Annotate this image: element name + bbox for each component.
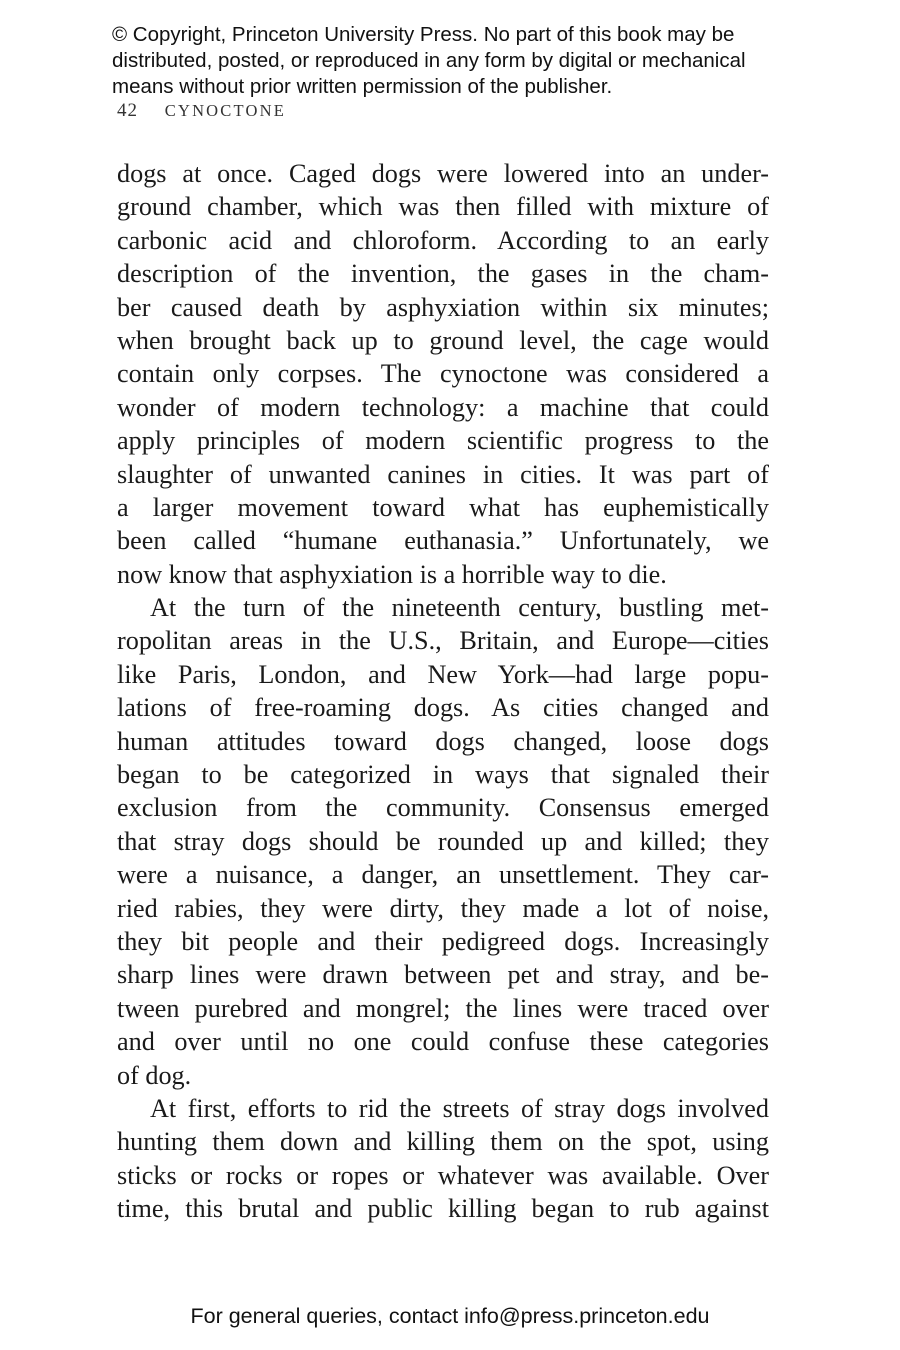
text-line: a larger movement toward what has euphemistically xyxy=(117,492,769,522)
text-line: At the turn of the nineteenth century, bustling met- xyxy=(150,593,769,623)
text-line: been called “humane euthanasia.” Unfortunately, we xyxy=(117,526,769,556)
text-line: sticks or rocks or ropes or whatever was available. Over xyxy=(117,1160,769,1190)
footer-contact: For general queries, contact info@press.princeton.edu xyxy=(190,1304,710,1328)
text-line: were a nuisance, a danger, an unsettlement. They car- xyxy=(117,860,769,890)
text-line: like Paris, London, and New York—had large popu- xyxy=(117,659,769,689)
text-line: time, this brutal and public killing began to rub against xyxy=(117,1194,769,1224)
text-line: exclusion from the community. Consensus emerged xyxy=(117,793,769,823)
copyright-notice xyxy=(112,22,812,100)
text-line: human attitudes toward dogs changed, loose dogs xyxy=(117,726,769,756)
text-line: dogs at once. Caged dogs were lowered into an under- xyxy=(117,159,769,188)
text-line: wonder of modern technology: a machine that could xyxy=(117,392,769,422)
copyright-line: © Copyright, Princeton University Press. No part of this book may be xyxy=(112,23,735,46)
text-line: ber caused death by asphyxiation within six minutes; xyxy=(117,292,769,322)
text-line: lations of free-roaming dogs. As cities changed and xyxy=(117,693,769,723)
text-line: hunting them down and killing them on the spot, using xyxy=(117,1127,769,1157)
text-line: and over until no one could confuse these categories xyxy=(117,1027,769,1057)
text-line: when brought back up to ground level, the cage would xyxy=(117,325,769,355)
paragraph xyxy=(117,157,769,591)
text-line: ried rabies, they were dirty, they made a lot of noise, xyxy=(117,893,769,923)
text-line: of dog. xyxy=(117,1060,192,1090)
body-text xyxy=(117,157,769,1226)
text-line: began to be categorized in ways that signaled their xyxy=(117,760,769,790)
text-line: apply principles of modern scientific progress to the xyxy=(117,426,769,456)
text-line: they bit people and their pedigreed dogs. Increasingly xyxy=(117,926,769,956)
text-line: ropolitan areas in the U.S., Britain, and Europe—cities xyxy=(117,626,769,656)
paragraph xyxy=(117,1092,769,1226)
copyright-line: distributed, posted, or reproduced in any form by digital or mechanical xyxy=(112,49,746,72)
paragraph xyxy=(117,591,769,1092)
text-line: slaughter of unwanted canines in cities. It was part of xyxy=(117,459,769,489)
text-line: now know that asphyxiation is a horrible way to die. xyxy=(117,559,667,589)
text-line: ground chamber, which was then filled with mixture of xyxy=(117,192,769,222)
chapter-title: CYNOCTONE xyxy=(164,101,286,120)
text-line: carbonic acid and chloroform. According to an early xyxy=(117,225,769,255)
text-line: At first, efforts to rid the streets of stray dogs involved xyxy=(150,1093,769,1123)
text-line: contain only corpses. The cynoctone was considered a xyxy=(117,359,769,389)
text-line: sharp lines were drawn between pet and stray, and be- xyxy=(117,960,769,990)
copyright-line: means without prior written permission of the publisher. xyxy=(112,75,613,98)
text-line: that stray dogs should be rounded up and killed; they xyxy=(117,826,769,856)
text-line: tween purebred and mongrel; the lines were traced over xyxy=(117,993,769,1023)
text-line: description of the invention, the gases in the cham- xyxy=(117,259,769,289)
page-number: 42 xyxy=(117,100,138,121)
running-head xyxy=(117,99,286,123)
